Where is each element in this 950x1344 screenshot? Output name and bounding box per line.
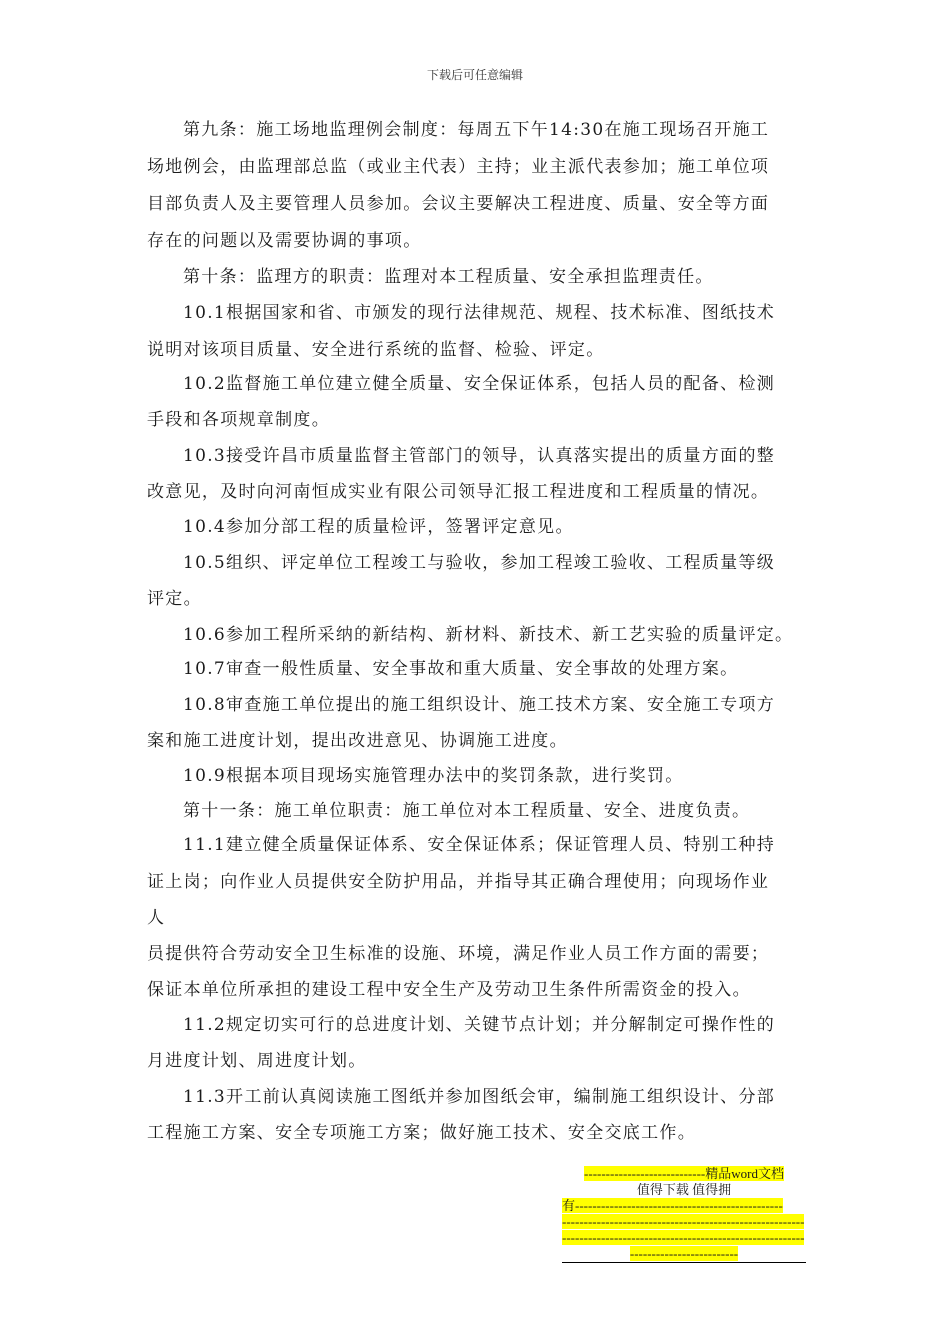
body-line: 10.8审查施工单位提出的施工组织设计、施工技术方案、安全施工专项方 xyxy=(183,695,776,715)
body-line: 人 xyxy=(147,908,166,928)
body-line: 改意见，及时向河南恒成实业有限公司领导汇报工程进度和工程质量的情况。 xyxy=(147,482,770,502)
body-line: 月进度计划、周进度计划。 xyxy=(147,1051,367,1071)
body-line: 员提供符合劳动安全卫生标准的设施、环境，满足作业人员工作方面的需要； xyxy=(147,944,770,964)
body-line: 存在的问题以及需要协调的事项。 xyxy=(147,231,422,251)
body-line: 第九条：施工场地监理例会制度：每周五下午14:30在施工现场召开施工 xyxy=(183,120,770,140)
watermark-box xyxy=(562,1166,806,1262)
body-line: 10.1根据国家和省、市颁发的现行法律规范、规程、技术标准、图纸技术 xyxy=(183,303,776,323)
body-line: 10.2监督施工单位建立健全质量、安全保证体系，包括人员的配备、检测 xyxy=(183,374,776,394)
body-line: 保证本单位所承担的建设工程中安全生产及劳动卫生条件所需资金的投入。 xyxy=(147,980,751,1000)
body-line: 10.7审查一般性质量、安全事故和重大质量、安全事故的处理方案。 xyxy=(183,659,739,679)
body-line: 10.5组织、评定单位工程竣工与验收，参加工程竣工验收、工程质量等级 xyxy=(183,553,776,573)
watermark-line: ------------------------- xyxy=(629,1246,739,1261)
body-line: 第十条：监理方的职责：监理对本工程质量、安全承担监理责任。 xyxy=(183,267,714,287)
body-line: 目部负责人及主要管理人员参加。会议主要解决工程进度、质量、安全等方面 xyxy=(147,194,770,214)
body-line: 10.4参加分部工程的质量检评，签署评定意见。 xyxy=(183,517,574,537)
body-line: 案和施工进度计划，提出改进意见、协调施工进度。 xyxy=(147,731,568,751)
watermark-line: 有------------------------------------------------ xyxy=(562,1198,783,1213)
body-line: 第十一条：施工单位职责：施工单位对本工程质量、安全、进度负责。 xyxy=(183,801,751,821)
watermark-line: -------------------------------------------------------- xyxy=(562,1214,805,1229)
body-line: 评定。 xyxy=(147,589,202,609)
header-note: 下载后可任意编辑 xyxy=(426,68,523,82)
watermark-rule xyxy=(562,1262,806,1263)
body-line: 场地例会，由监理部总监（或业主代表）主持；业主派代表参加；施工单位项 xyxy=(147,157,770,177)
body-line: 11.1建立健全质量保证体系、安全保证体系；保证管理人员、特别工种持 xyxy=(183,835,776,855)
body-line: 10.9根据本项目现场实施管理办法中的奖罚条款，进行奖罚。 xyxy=(183,766,684,786)
watermark-line: 值得下载 值得拥 xyxy=(636,1182,732,1197)
watermark-line: -------------------------------------------------------- xyxy=(562,1230,805,1245)
watermark-line: ----------------------------精品word文档 xyxy=(584,1166,784,1181)
body-line: 说明对该项目质量、安全进行系统的监督、检验、评定。 xyxy=(147,340,605,360)
body-line: 11.3开工前认真阅读施工图纸并参加图纸会审，编制施工组织设计、分部 xyxy=(183,1087,776,1107)
body-line: 11.2规定切实可行的总进度计划、关键节点计划；并分解制定可操作性的 xyxy=(183,1015,776,1035)
body-line: 10.6参加工程所采纳的新结构、新材料、新技术、新工艺实验的质量评定。 xyxy=(183,625,794,645)
body-line: 证上岗；向作业人员提供安全防护用品，并指导其正确合理使用；向现场作业 xyxy=(147,872,770,892)
body-line: 手段和各项规章制度。 xyxy=(147,410,330,430)
body-line: 工程施工方案、安全专项施工方案；做好施工技术、安全交底工作。 xyxy=(147,1123,696,1143)
body-line: 10.3接受许昌市质量监督主管部门的领导，认真落实提出的质量方面的整 xyxy=(183,446,776,466)
